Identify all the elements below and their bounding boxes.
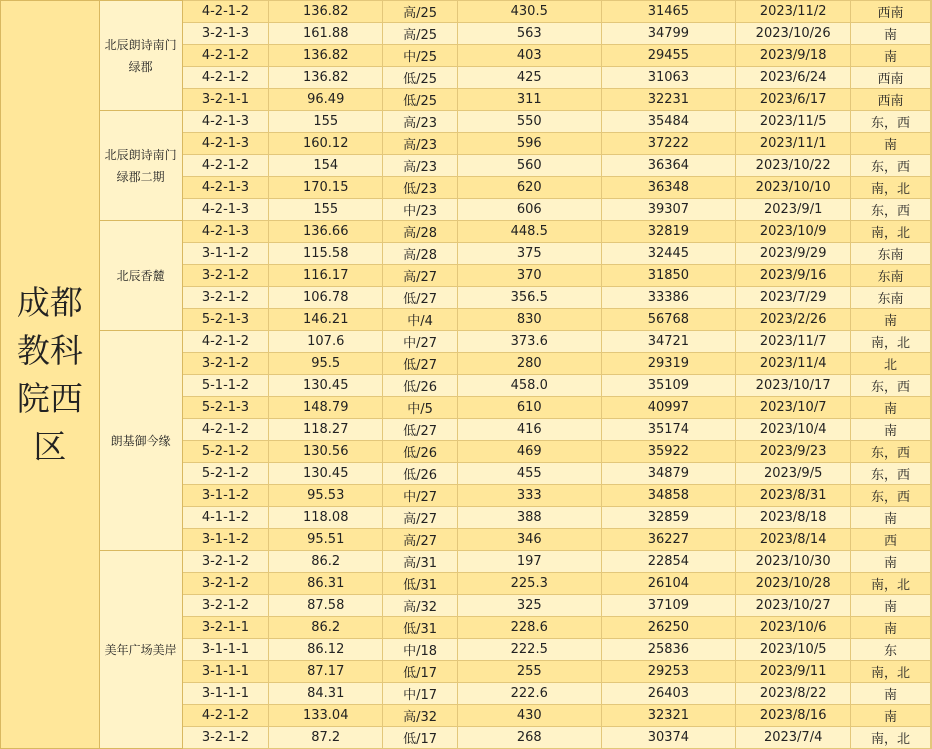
area-cell: 86.2 <box>269 617 383 639</box>
floor-cell: 中/5 <box>383 397 458 419</box>
floor-cell: 高/28 <box>383 221 458 243</box>
floor-cell: 中/27 <box>383 331 458 353</box>
unit-price-cell: 31063 <box>601 67 736 89</box>
area-cell: 136.66 <box>269 221 383 243</box>
floor-cell: 低/26 <box>383 441 458 463</box>
blank-cell <box>931 529 932 551</box>
floor-cell: 高/23 <box>383 155 458 177</box>
blank-cell <box>931 23 932 45</box>
unit-price-cell: 35174 <box>601 419 736 441</box>
project-name-line: 北辰朗诗南门 <box>104 147 177 162</box>
total-price-cell: 370 <box>457 265 601 287</box>
unit-layout-cell: 4-1-1-2 <box>182 507 269 529</box>
unit-price-cell: 29253 <box>601 661 736 683</box>
table-row <box>1 551 932 573</box>
table-body <box>1 1 932 749</box>
area-cell: 107.6 <box>269 331 383 353</box>
floor-cell: 高/28 <box>383 243 458 265</box>
unit-price-cell: 26250 <box>601 617 736 639</box>
orientation-cell: 西南 <box>851 67 931 89</box>
unit-layout-cell: 4-2-1-2 <box>182 155 269 177</box>
orientation-cell: 东，西 <box>851 155 931 177</box>
orientation-cell: 东南 <box>851 265 931 287</box>
total-price-cell: 346 <box>457 529 601 551</box>
unit-layout-cell: 3-2-1-1 <box>182 617 269 639</box>
deal-date-cell: 2023/10/28 <box>736 573 851 595</box>
unit-layout-cell: 3-2-1-2 <box>182 595 269 617</box>
unit-price-cell: 35109 <box>601 375 736 397</box>
blank-cell <box>931 507 932 529</box>
total-price-cell: 222.5 <box>457 639 601 661</box>
unit-layout-cell: 3-2-1-2 <box>182 727 269 749</box>
deal-date-cell: 2023/7/4 <box>736 727 851 749</box>
unit-price-cell: 25836 <box>601 639 736 661</box>
blank-cell <box>931 353 932 375</box>
unit-layout-cell: 3-1-1-1 <box>182 639 269 661</box>
area-cell: 106.78 <box>269 287 383 309</box>
deal-date-cell: 2023/10/26 <box>736 23 851 45</box>
table-row <box>1 111 932 133</box>
orientation-cell: 东，西 <box>851 375 931 397</box>
floor-cell: 低/31 <box>383 573 458 595</box>
area-cell: 95.51 <box>269 529 383 551</box>
blank-cell <box>931 617 932 639</box>
unit-layout-cell: 5-2-1-3 <box>182 309 269 331</box>
unit-layout-cell: 4-2-1-2 <box>182 331 269 353</box>
district-label-line: 院西 <box>16 378 83 418</box>
deal-date-cell: 2023/9/11 <box>736 661 851 683</box>
total-price-cell: 606 <box>457 199 601 221</box>
unit-layout-cell: 3-2-1-1 <box>182 89 269 111</box>
total-price-cell: 455 <box>457 463 601 485</box>
blank-cell <box>931 177 932 199</box>
orientation-cell: 南，北 <box>851 177 931 199</box>
unit-price-cell: 56768 <box>601 309 736 331</box>
blank-cell <box>931 45 932 67</box>
total-price-cell: 403 <box>457 45 601 67</box>
unit-layout-cell: 4-2-1-3 <box>182 177 269 199</box>
unit-layout-cell: 5-2-1-3 <box>182 397 269 419</box>
area-cell: 133.04 <box>269 705 383 727</box>
area-cell: 146.21 <box>269 309 383 331</box>
orientation-cell: 东，西 <box>851 199 931 221</box>
unit-layout-cell: 4-2-1-3 <box>182 111 269 133</box>
deal-date-cell: 2023/10/7 <box>736 397 851 419</box>
orientation-cell: 北 <box>851 353 931 375</box>
orientation-cell: 南 <box>851 397 931 419</box>
area-cell: 161.88 <box>269 23 383 45</box>
blank-cell <box>931 1 932 23</box>
orientation-cell: 南 <box>851 683 931 705</box>
area-cell: 170.15 <box>269 177 383 199</box>
blank-cell <box>931 551 932 573</box>
area-cell: 87.17 <box>269 661 383 683</box>
total-price-cell: 469 <box>457 441 601 463</box>
deal-date-cell: 2023/10/10 <box>736 177 851 199</box>
orientation-cell: 西南 <box>851 1 931 23</box>
orientation-cell: 南 <box>851 617 931 639</box>
blank-cell <box>931 155 932 177</box>
project-name-cell <box>99 111 182 221</box>
orientation-cell: 南 <box>851 419 931 441</box>
total-price-cell: 268 <box>457 727 601 749</box>
area-cell: 130.56 <box>269 441 383 463</box>
unit-layout-cell: 4-2-1-3 <box>182 221 269 243</box>
orientation-cell: 东，西 <box>851 463 931 485</box>
floor-cell: 高/27 <box>383 529 458 551</box>
floor-cell: 中/23 <box>383 199 458 221</box>
total-price-cell: 416 <box>457 419 601 441</box>
orientation-cell: 南 <box>851 507 931 529</box>
floor-cell: 低/25 <box>383 89 458 111</box>
orientation-cell: 南 <box>851 551 931 573</box>
floor-cell: 低/23 <box>383 177 458 199</box>
area-cell: 118.08 <box>269 507 383 529</box>
area-cell: 148.79 <box>269 397 383 419</box>
unit-layout-cell: 3-1-1-2 <box>182 243 269 265</box>
total-price-cell: 550 <box>457 111 601 133</box>
blank-cell <box>931 419 932 441</box>
unit-price-cell: 29319 <box>601 353 736 375</box>
deal-date-cell: 2023/10/6 <box>736 617 851 639</box>
unit-layout-cell: 4-2-1-2 <box>182 705 269 727</box>
total-price-cell: 560 <box>457 155 601 177</box>
area-cell: 155 <box>269 111 383 133</box>
floor-cell: 高/23 <box>383 133 458 155</box>
deal-date-cell: 2023/10/30 <box>736 551 851 573</box>
total-price-cell: 333 <box>457 485 601 507</box>
total-price-cell: 430.5 <box>457 1 601 23</box>
area-cell: 136.82 <box>269 1 383 23</box>
deal-date-cell: 2023/11/4 <box>736 353 851 375</box>
total-price-cell: 830 <box>457 309 601 331</box>
orientation-cell: 南 <box>851 705 931 727</box>
unit-price-cell: 29455 <box>601 45 736 67</box>
deal-date-cell: 2023/10/27 <box>736 595 851 617</box>
unit-price-cell: 39307 <box>601 199 736 221</box>
blank-cell <box>931 683 932 705</box>
table-row <box>1 331 932 353</box>
district-cell <box>1 1 100 749</box>
total-price-cell: 425 <box>457 67 601 89</box>
unit-price-cell: 30374 <box>601 727 736 749</box>
blank-cell <box>931 265 932 287</box>
unit-price-cell: 36227 <box>601 529 736 551</box>
total-price-cell: 448.5 <box>457 221 601 243</box>
area-cell: 86.2 <box>269 551 383 573</box>
area-cell: 160.12 <box>269 133 383 155</box>
unit-price-cell: 26104 <box>601 573 736 595</box>
area-cell: 136.82 <box>269 45 383 67</box>
floor-cell: 低/26 <box>383 463 458 485</box>
district-label-line: 成都 <box>16 282 83 322</box>
district-label-line: 教科 <box>16 330 83 370</box>
orientation-cell: 南，北 <box>851 727 931 749</box>
total-price-cell: 325 <box>457 595 601 617</box>
project-name-line: 美年广场美岸 <box>104 642 177 657</box>
unit-price-cell: 32819 <box>601 221 736 243</box>
orientation-cell: 南，北 <box>851 661 931 683</box>
floor-cell: 高/32 <box>383 595 458 617</box>
total-price-cell: 563 <box>457 23 601 45</box>
unit-price-cell: 36348 <box>601 177 736 199</box>
orientation-cell: 东，西 <box>851 111 931 133</box>
deal-date-cell: 2023/9/1 <box>736 199 851 221</box>
blank-cell <box>931 67 932 89</box>
floor-cell: 高/32 <box>383 705 458 727</box>
blank-cell <box>931 287 932 309</box>
blank-cell <box>931 727 932 749</box>
blank-cell <box>931 309 932 331</box>
total-price-cell: 255 <box>457 661 601 683</box>
unit-layout-cell: 4-2-1-2 <box>182 419 269 441</box>
orientation-cell: 东，西 <box>851 441 931 463</box>
deal-date-cell: 2023/8/18 <box>736 507 851 529</box>
deal-date-cell: 2023/6/24 <box>736 67 851 89</box>
area-cell: 84.31 <box>269 683 383 705</box>
unit-layout-cell: 5-2-1-2 <box>182 463 269 485</box>
deal-date-cell: 2023/10/22 <box>736 155 851 177</box>
total-price-cell: 225.3 <box>457 573 601 595</box>
deal-date-cell: 2023/8/16 <box>736 705 851 727</box>
deal-date-cell: 2023/10/5 <box>736 639 851 661</box>
unit-price-cell: 31850 <box>601 265 736 287</box>
unit-price-cell: 35922 <box>601 441 736 463</box>
blank-cell <box>931 111 932 133</box>
deal-date-cell: 2023/7/29 <box>736 287 851 309</box>
blank-cell <box>931 221 932 243</box>
orientation-cell: 南 <box>851 595 931 617</box>
floor-cell: 高/31 <box>383 551 458 573</box>
project-name-line: 北辰朗诗南门 <box>104 37 177 52</box>
total-price-cell: 197 <box>457 551 601 573</box>
area-cell: 96.49 <box>269 89 383 111</box>
orientation-cell: 南，北 <box>851 573 931 595</box>
unit-price-cell: 34721 <box>601 331 736 353</box>
floor-cell: 中/18 <box>383 639 458 661</box>
orientation-cell: 南，北 <box>851 221 931 243</box>
unit-price-cell: 33386 <box>601 287 736 309</box>
deal-date-cell: 2023/9/23 <box>736 441 851 463</box>
orientation-cell: 东南 <box>851 287 931 309</box>
unit-price-cell: 31465 <box>601 1 736 23</box>
unit-layout-cell: 4-2-1-2 <box>182 1 269 23</box>
area-cell: 95.53 <box>269 485 383 507</box>
area-cell: 115.58 <box>269 243 383 265</box>
total-price-cell: 388 <box>457 507 601 529</box>
unit-layout-cell: 4-2-1-2 <box>182 45 269 67</box>
floor-cell: 低/17 <box>383 727 458 749</box>
unit-layout-cell: 3-2-1-3 <box>182 23 269 45</box>
blank-cell <box>931 397 932 419</box>
total-price-cell: 311 <box>457 89 601 111</box>
floor-cell: 低/27 <box>383 287 458 309</box>
total-price-cell: 596 <box>457 133 601 155</box>
project-name-cell <box>99 331 182 551</box>
area-cell: 116.17 <box>269 265 383 287</box>
unit-layout-cell: 3-1-1-1 <box>182 661 269 683</box>
total-price-cell: 610 <box>457 397 601 419</box>
deal-date-cell: 2023/6/17 <box>736 89 851 111</box>
blank-cell <box>931 441 932 463</box>
total-price-cell: 280 <box>457 353 601 375</box>
unit-price-cell: 26403 <box>601 683 736 705</box>
unit-price-cell: 36364 <box>601 155 736 177</box>
total-price-cell: 458.0 <box>457 375 601 397</box>
unit-layout-cell: 5-1-1-2 <box>182 375 269 397</box>
deal-date-cell: 2023/9/5 <box>736 463 851 485</box>
area-cell: 87.2 <box>269 727 383 749</box>
deal-date-cell: 2023/9/18 <box>736 45 851 67</box>
unit-layout-cell: 4-2-1-3 <box>182 199 269 221</box>
deal-date-cell: 2023/10/4 <box>736 419 851 441</box>
deal-date-cell: 2023/10/9 <box>736 221 851 243</box>
blank-cell <box>931 133 932 155</box>
blank-cell <box>931 199 932 221</box>
blank-cell <box>931 243 932 265</box>
area-cell: 130.45 <box>269 375 383 397</box>
unit-price-cell: 22854 <box>601 551 736 573</box>
floor-cell: 高/23 <box>383 111 458 133</box>
unit-layout-cell: 4-2-1-3 <box>182 133 269 155</box>
deal-date-cell: 2023/11/5 <box>736 111 851 133</box>
orientation-cell: 东，西 <box>851 485 931 507</box>
area-cell: 86.12 <box>269 639 383 661</box>
orientation-cell: 南 <box>851 45 931 67</box>
blank-cell <box>931 639 932 661</box>
orientation-cell: 西 <box>851 529 931 551</box>
project-name-cell <box>99 551 182 749</box>
unit-layout-cell: 4-2-1-2 <box>182 67 269 89</box>
unit-price-cell: 32445 <box>601 243 736 265</box>
deal-date-cell: 2023/2/26 <box>736 309 851 331</box>
floor-cell: 中/4 <box>383 309 458 331</box>
blank-cell <box>931 705 932 727</box>
unit-price-cell: 34799 <box>601 23 736 45</box>
blank-cell <box>931 485 932 507</box>
deal-date-cell: 2023/10/17 <box>736 375 851 397</box>
blank-cell <box>931 375 932 397</box>
floor-cell: 低/31 <box>383 617 458 639</box>
orientation-cell: 南，北 <box>851 331 931 353</box>
unit-price-cell: 32321 <box>601 705 736 727</box>
orientation-cell: 南 <box>851 309 931 331</box>
table-row <box>1 221 932 243</box>
table-row <box>1 1 932 23</box>
area-cell: 118.27 <box>269 419 383 441</box>
floor-cell: 高/27 <box>383 265 458 287</box>
area-cell: 95.5 <box>269 353 383 375</box>
deal-date-cell: 2023/8/31 <box>736 485 851 507</box>
floor-cell: 高/25 <box>383 23 458 45</box>
floor-cell: 高/25 <box>383 1 458 23</box>
area-cell: 154 <box>269 155 383 177</box>
area-cell: 86.31 <box>269 573 383 595</box>
area-cell: 136.82 <box>269 67 383 89</box>
total-price-cell: 430 <box>457 705 601 727</box>
total-price-cell: 222.6 <box>457 683 601 705</box>
unit-layout-cell: 3-2-1-2 <box>182 573 269 595</box>
project-name-cell <box>99 1 182 111</box>
unit-price-cell: 37222 <box>601 133 736 155</box>
deal-date-cell: 2023/11/1 <box>736 133 851 155</box>
floor-cell: 低/25 <box>383 67 458 89</box>
floor-cell: 中/25 <box>383 45 458 67</box>
project-name-line: 朗基御今缘 <box>110 433 171 448</box>
total-price-cell: 356.5 <box>457 287 601 309</box>
blank-cell <box>931 89 932 111</box>
unit-layout-cell: 3-2-1-2 <box>182 287 269 309</box>
unit-layout-cell: 3-2-1-2 <box>182 265 269 287</box>
unit-layout-cell: 5-2-1-2 <box>182 441 269 463</box>
unit-price-cell: 37109 <box>601 595 736 617</box>
unit-layout-cell: 3-2-1-2 <box>182 551 269 573</box>
total-price-cell: 375 <box>457 243 601 265</box>
blank-cell <box>931 573 932 595</box>
unit-layout-cell: 3-1-1-2 <box>182 485 269 507</box>
project-name-line: 绿郡 <box>128 59 153 74</box>
blank-cell <box>931 595 932 617</box>
district-label-line: 区 <box>33 426 67 466</box>
blank-cell <box>931 661 932 683</box>
total-price-cell: 620 <box>457 177 601 199</box>
unit-price-cell: 40997 <box>601 397 736 419</box>
project-name-line: 绿郡二期 <box>116 169 165 184</box>
floor-cell: 低/17 <box>383 661 458 683</box>
deal-date-cell: 2023/11/2 <box>736 1 851 23</box>
deal-date-cell: 2023/9/29 <box>736 243 851 265</box>
area-cell: 130.45 <box>269 463 383 485</box>
area-cell: 87.58 <box>269 595 383 617</box>
unit-layout-cell: 3-1-1-2 <box>182 529 269 551</box>
floor-cell: 中/17 <box>383 683 458 705</box>
deal-date-cell: 2023/11/7 <box>736 331 851 353</box>
area-cell: 155 <box>269 199 383 221</box>
unit-price-cell: 34858 <box>601 485 736 507</box>
floor-cell: 低/26 <box>383 375 458 397</box>
floor-cell: 中/27 <box>383 485 458 507</box>
unit-price-cell: 32231 <box>601 89 736 111</box>
orientation-cell: 东 <box>851 639 931 661</box>
total-price-cell: 373.6 <box>457 331 601 353</box>
project-name-line: 北辰香麓 <box>116 268 165 283</box>
floor-cell: 高/27 <box>383 507 458 529</box>
floor-cell: 低/27 <box>383 419 458 441</box>
total-price-cell: 228.6 <box>457 617 601 639</box>
orientation-cell: 南 <box>851 133 931 155</box>
unit-layout-cell: 3-1-1-1 <box>182 683 269 705</box>
deal-date-cell: 2023/9/16 <box>736 265 851 287</box>
deal-date-cell: 2023/8/14 <box>736 529 851 551</box>
unit-price-cell: 35484 <box>601 111 736 133</box>
unit-price-cell: 34879 <box>601 463 736 485</box>
orientation-cell: 西南 <box>851 89 931 111</box>
deal-date-cell: 2023/8/22 <box>736 683 851 705</box>
unit-price-cell: 32859 <box>601 507 736 529</box>
orientation-cell: 东南 <box>851 243 931 265</box>
blank-cell <box>931 331 932 353</box>
orientation-cell: 南 <box>851 23 931 45</box>
blank-cell <box>931 463 932 485</box>
unit-layout-cell: 3-2-1-2 <box>182 353 269 375</box>
floor-cell: 低/27 <box>383 353 458 375</box>
project-name-cell <box>99 221 182 331</box>
